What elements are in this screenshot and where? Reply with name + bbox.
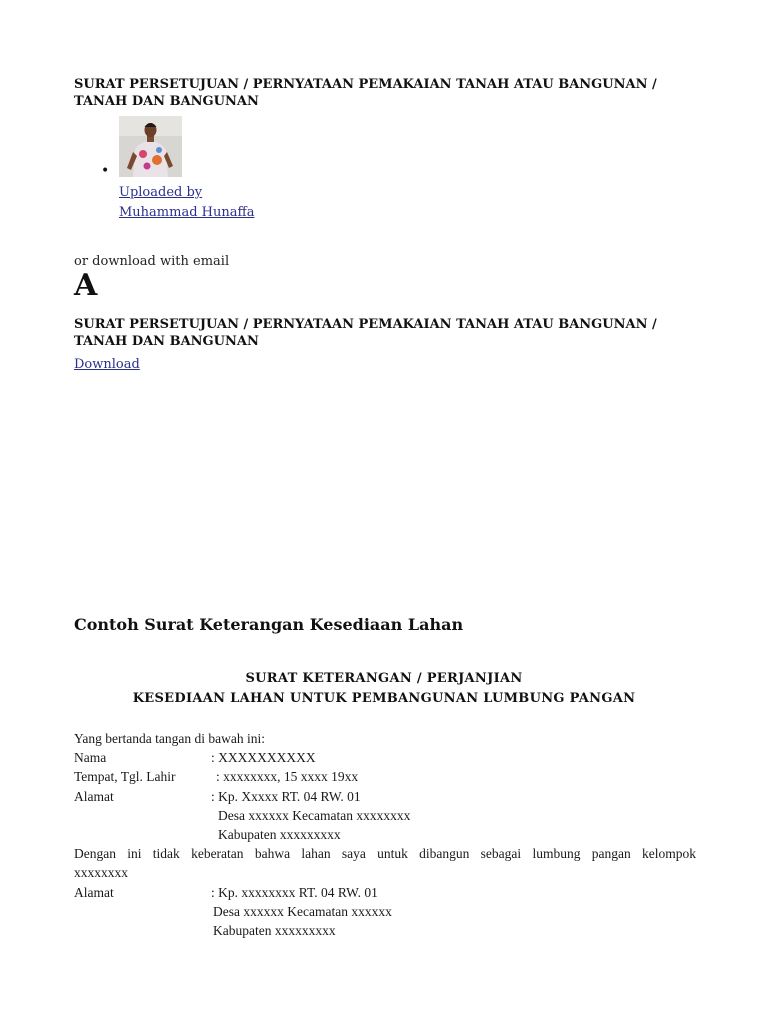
avatar-photo: [119, 116, 182, 177]
page-title: SURAT PERSETUJUAN / PERNYATAAN PEMAKAIAN TANAH ATAU BANGUNAN / TANAH DAN BANGUNAN: [74, 77, 657, 109]
alamat2-value-3: Kabupaten xxxxxxxxx: [213, 923, 336, 938]
statement-line-2: xxxxxxxx: [74, 865, 128, 880]
download-button[interactable]: Download: [74, 357, 140, 372]
section-title: Contoh Surat Keterangan Kesediaan Lahan: [74, 615, 464, 634]
document-type-letter: A: [74, 268, 98, 303]
alamat2-value-1: : Kp. xxxxxxxx RT. 04 RW. 01: [211, 885, 378, 900]
uploaded-by-link[interactable]: Uploaded by: [119, 185, 203, 200]
avatar[interactable]: [119, 116, 182, 177]
statement-line-1: Dengan ini tidak keberatan bahwa lahan saya untuk dibangun sebagai lumbung pangan kelompok: [74, 846, 696, 861]
letter-heading-line-2: KESEDIAAN LAHAN UNTUK PEMBANGUNAN LUMBUNG PANGAN: [132, 691, 636, 706]
alamat-value-2: Desa xxxxxx Kecamatan xxxxxxxx: [218, 808, 411, 823]
nama-value: : XXXXXXXXXX: [211, 750, 316, 765]
uploader-name-link[interactable]: Muhammad Hunaffa: [119, 205, 255, 220]
ttl-label: Tempat, Tgl. Lahir: [74, 769, 176, 784]
letter-heading-line-1: SURAT KETERANGAN / PERJANJIAN: [245, 671, 523, 686]
ttl-value: : xxxxxxxx, 15 xxxx 19xx: [216, 769, 359, 784]
alamat-value-3: Kabupaten xxxxxxxxx: [218, 827, 341, 842]
alamat2-value-2: Desa xxxxxx Kecamatan xxxxxx: [213, 904, 392, 919]
alamat-value-1: : Kp. Xxxxx RT. 04 RW. 01: [211, 789, 361, 804]
download-email-text: or download with email: [74, 254, 230, 269]
nama-label: Nama: [74, 750, 107, 765]
intro-text: Yang bertanda tangan di bawah ini:: [74, 731, 265, 746]
list-bullet: •: [101, 163, 110, 179]
alamat-label: Alamat: [74, 789, 114, 804]
alamat2-label: Alamat: [74, 885, 114, 900]
download-title: SURAT PERSETUJUAN / PERNYATAAN PEMAKAIAN TANAH ATAU BANGUNAN / TANAH DAN BANGUNAN: [74, 317, 657, 349]
